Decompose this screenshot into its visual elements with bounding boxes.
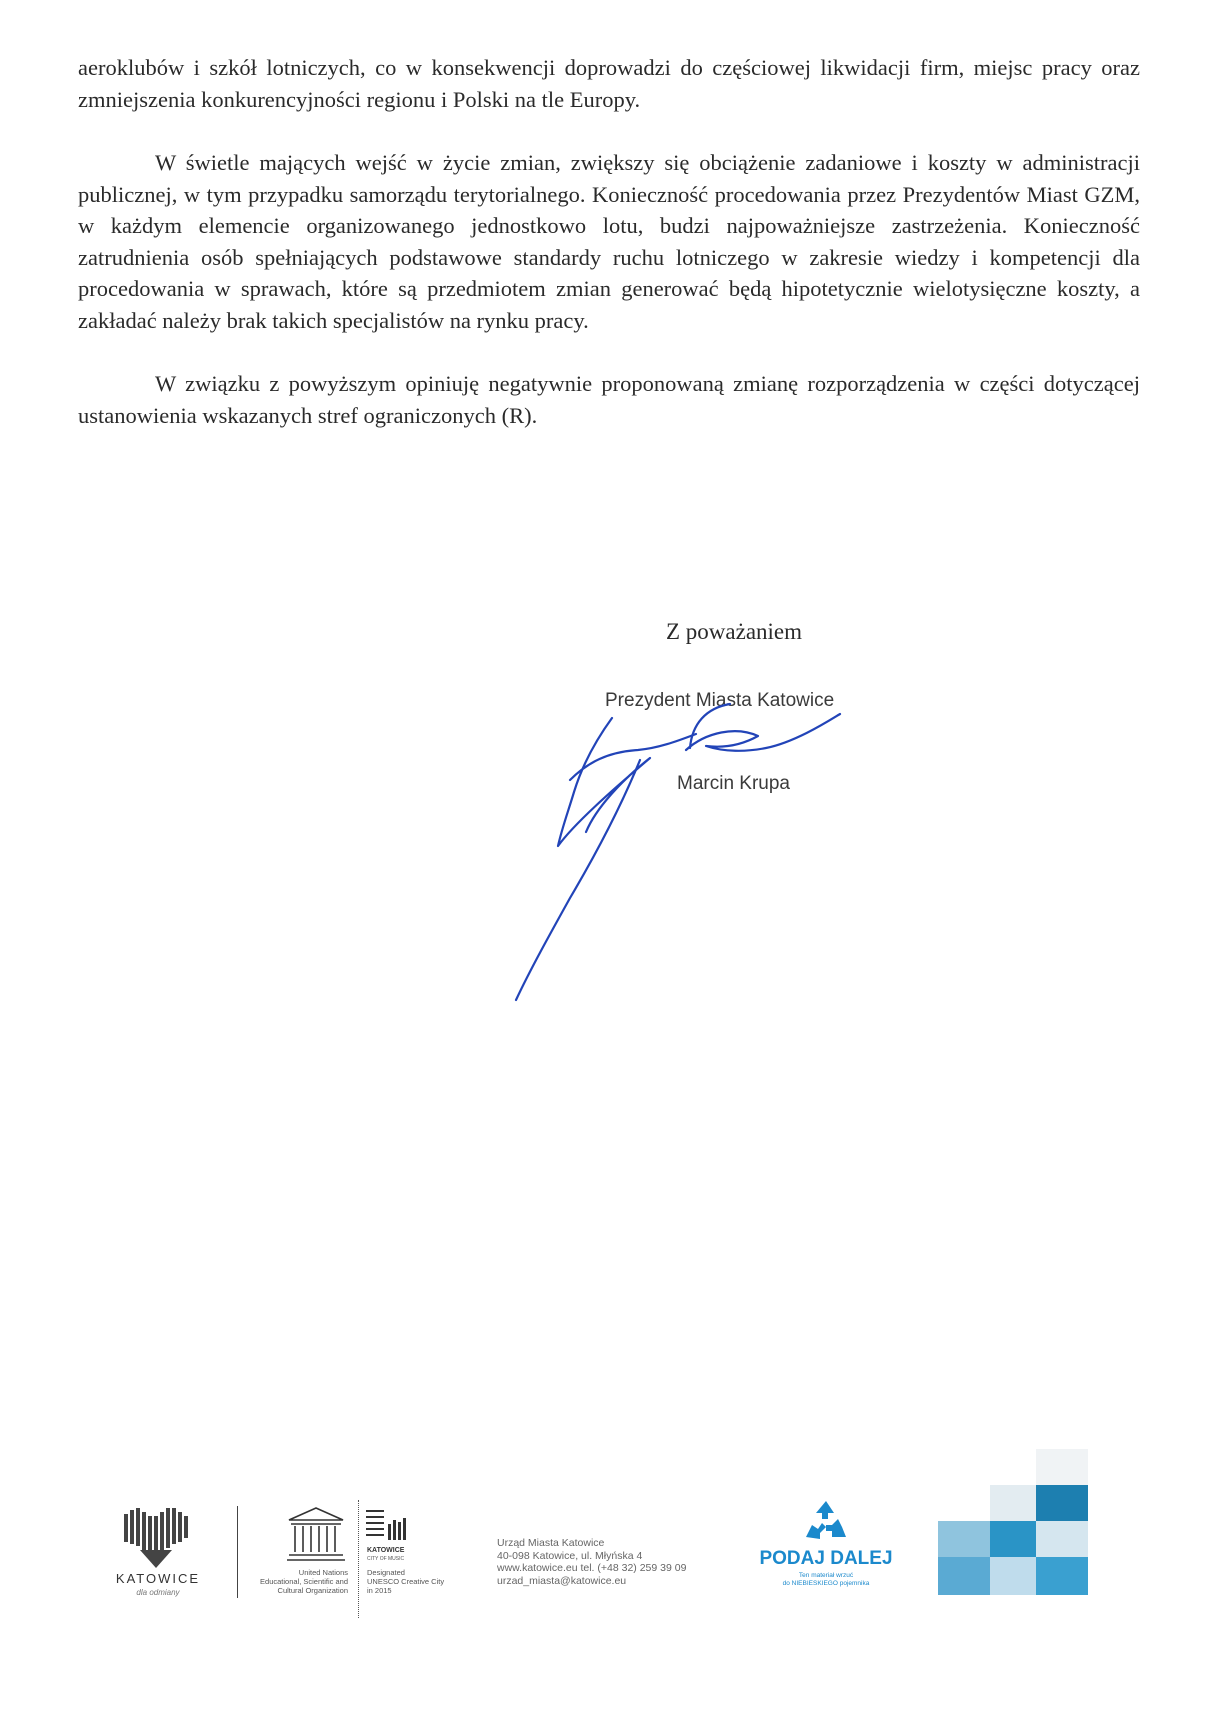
office-contact: www.katowice.eu tel. (+48 32) 259 39 09 xyxy=(497,1562,687,1574)
unesco-designation-text: Designated UNESCO Creative City in 2015 xyxy=(367,1568,445,1595)
katowice-tagline: dla odmiany xyxy=(136,1588,180,1597)
signatory-title: Prezydent Miasta Katowice xyxy=(605,690,835,711)
letterhead-footer xyxy=(0,1440,1205,1610)
office-email: urzad_miasta@katowice.eu xyxy=(497,1574,627,1587)
paragraph-opinion: W związku z powyższym opiniuję negatywnie proponowaną zmianę rozporządzenia w części dotyczącej ustanowienia wskazanych stref ograniczonych (R). xyxy=(78,371,1140,428)
office-address xyxy=(497,1537,686,1587)
letter-body xyxy=(78,52,1140,463)
city-of-music-logo xyxy=(366,1508,406,1544)
unesco-temple-logo xyxy=(285,1506,347,1566)
katowice-wordmark: KATOWICE xyxy=(115,1571,201,1586)
office-street: 40-098 Katowice, ul. Młyńska 4 xyxy=(497,1549,643,1562)
city-of-music-subtitle: CITY OF MUSIC xyxy=(367,1556,405,1562)
paragraph-continuation: aeroklubów i szkół lotniczych, co w konsekwencji doprowadzi do częściowej likwidacji firm, miejsc pracy oraz zmniejszenia konkurencyjności regionu i Polski na tle Europy. xyxy=(78,55,1140,112)
decorative-pixel-blocks xyxy=(938,1449,1088,1595)
recycle-icon xyxy=(802,1497,850,1545)
podaj-dalej-subtitle: Ten materiał wrzuć do NIEBIESKIEGO pojemnika xyxy=(782,1572,870,1587)
katowice-heart-logo xyxy=(110,1506,202,1572)
paragraph-administration-costs: W świetle mających wejść w życie zmian, zwiększy się obciążenie zadaniowe i koszty w administracji publicznej, w tym przypadku samorządu terytorialnego. Konieczność procedowania przez Prezydentów Miast GZM, w każdym elemencie organizowanego jednostkowo lotu, budzi najpoważniejsze zastrzeżenia. Konieczność zatrudnienia osób spełniających podstawowe standardy ruchu lotniczego w zakresie wiedzy i kompetencji dla procedowania w sprawach, które są przedmiotem zmian generować będą hipotetycznie wielotysięczne koszty, a zakładać należy brak takich specjalistów na rynku pracy. xyxy=(78,150,1140,333)
podaj-dalej-title: PODAJ DALEJ xyxy=(759,1548,893,1569)
footer-dotted-separator xyxy=(358,1500,359,1618)
unesco-organization-text: United Nations Educational, Scientific and Cultural Organization xyxy=(260,1568,348,1595)
handwritten-signature xyxy=(500,700,940,1020)
office-name: Urząd Miasta Katowice xyxy=(497,1537,605,1549)
signatory-name: Marcin Krupa xyxy=(677,773,790,794)
city-of-music-wordmark: KATOWICE xyxy=(367,1547,405,1554)
footer-divider xyxy=(237,1506,238,1598)
closing-salutation: Z poważaniem xyxy=(666,619,803,644)
